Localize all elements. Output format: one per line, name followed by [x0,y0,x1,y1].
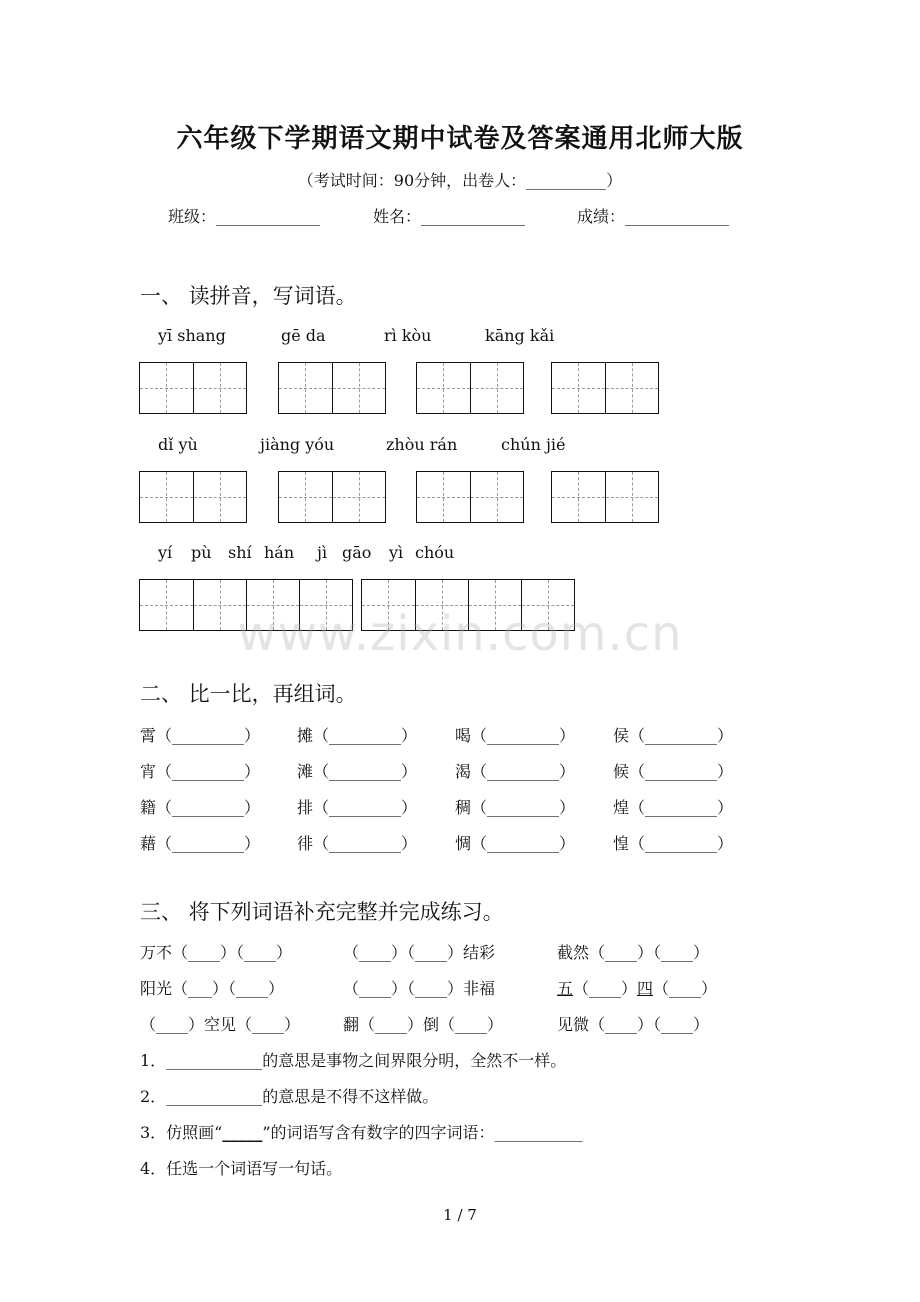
idiom-blank: （____） [573,979,638,998]
score-field [577,204,729,227]
page-number: 1 / 7 [443,1206,477,1224]
score-label: 成绩： [577,207,626,226]
name-blank: _____________ [421,207,526,226]
writing-box[interactable] [551,471,659,523]
q-blank: ____________ [166,1087,263,1106]
q-text: 3．仿照画“ [140,1123,223,1142]
compare-item: 喝（_________） [455,726,576,745]
idiom-item: 见微（____）（____） [557,1015,710,1034]
compare-item: 渴（_________） [455,762,576,781]
exam-info [0,168,920,191]
compare-item: 霄（_________） [140,726,261,745]
idiom-item: （____）空见（____） [140,1015,301,1034]
idiom-blank: （____） [653,979,718,998]
class-label: 班级： [168,207,217,226]
pinyin-label: gāo [342,543,372,562]
name-field [373,204,525,227]
pinyin-label: yí [158,543,173,562]
pinyin-label: gē da [281,326,326,345]
compare-item: 排（_________） [297,798,418,817]
writing-box[interactable] [416,471,524,523]
writing-box[interactable] [416,362,524,414]
question-2 [140,1084,438,1107]
writing-box[interactable] [139,362,247,414]
compare-item: 籍（_________） [140,798,261,817]
compare-item: 侯（_________） [613,726,734,745]
writing-box[interactable] [139,471,247,523]
compare-item: 徘（_________） [297,834,418,853]
q-text: ”的词语写含有数字的四字词语： [262,1123,495,1142]
exam-info-prefix: （考试时间：90分钟，出卷人： [297,171,527,190]
pinyin-label: pù [191,543,212,562]
compare-item: 煌（_________） [613,798,734,817]
pinyin-label: jiàng yóu [260,435,335,454]
pinyin-label: rì kòu [384,326,432,345]
pinyin-label: yì [389,543,404,562]
author-blank: __________ [526,171,607,190]
underlined-number: 四 [637,979,654,998]
score-blank: _____________ [625,207,730,226]
page-title: 六年级下学期语文期中试卷及答案通用北师大版 [176,124,744,154]
writing-box[interactable] [278,471,386,523]
idiom-item: 翻（____）倒（____） [343,1015,504,1034]
pinyin-label: dǐ yù [158,435,198,454]
idiom-item: 截然（____）（____） [557,943,710,962]
idiom-item: 万不（____）（____） [140,943,293,962]
question-4: 4．任选一个词语写一句话。 [140,1159,343,1178]
section2-title: 二、 比一比，再组词。 [140,682,357,706]
watermark: www.zixin.com.cn [237,606,683,662]
underlined-number: 五 [557,979,574,998]
compare-item: 惶（_________） [613,834,734,853]
pinyin-label: kāng kǎi [485,326,555,345]
compare-item: 候（_________） [613,762,734,781]
question-1 [140,1048,566,1071]
compare-item: 滩（_________） [297,762,418,781]
idiom-item: 阳光（___）（____） [140,979,285,998]
question-3 [140,1120,583,1143]
idiom-item [557,976,717,999]
name-label: 姓名： [373,207,422,226]
q-blank: ___________ [494,1123,583,1142]
pinyin-label: chún jié [501,435,566,454]
section1-title: 一、 读拼音，写词语。 [140,284,357,308]
compare-item: 宵（_________） [140,762,261,781]
pinyin-label: yī shang [158,326,226,345]
class-field [168,204,320,227]
pinyin-label: zhòu rán [386,435,458,454]
compare-item: 稠（_________） [455,798,576,817]
compare-item: 摊（_________） [297,726,418,745]
compare-item: 惆（_________） [455,834,576,853]
q-blank: ____________ [166,1051,263,1070]
q-text: 的意思是事物之间界限分明，全然不一样。 [262,1051,567,1070]
pinyin-label: chóu [415,543,455,562]
compare-item: 藉（_________） [140,834,261,853]
idiom-item: （____）（____）结彩 [343,943,496,962]
writing-box[interactable] [551,362,659,414]
writing-box[interactable] [278,362,386,414]
pinyin-label: jì [317,543,328,562]
exam-info-suffix: ） [606,171,623,190]
pinyin-label: shí [228,543,252,562]
section3-title: 三、 将下列词语补充完整并完成练习。 [140,900,504,924]
idiom-item: （____）（____）非福 [343,979,496,998]
class-blank: _____________ [216,207,321,226]
q-text: 的意思是不得不这样做。 [262,1087,439,1106]
q-number: 1． [140,1051,167,1070]
q-mark: _____ [222,1123,263,1142]
q-number: 2． [140,1087,167,1106]
pinyin-label: hán [264,543,295,562]
